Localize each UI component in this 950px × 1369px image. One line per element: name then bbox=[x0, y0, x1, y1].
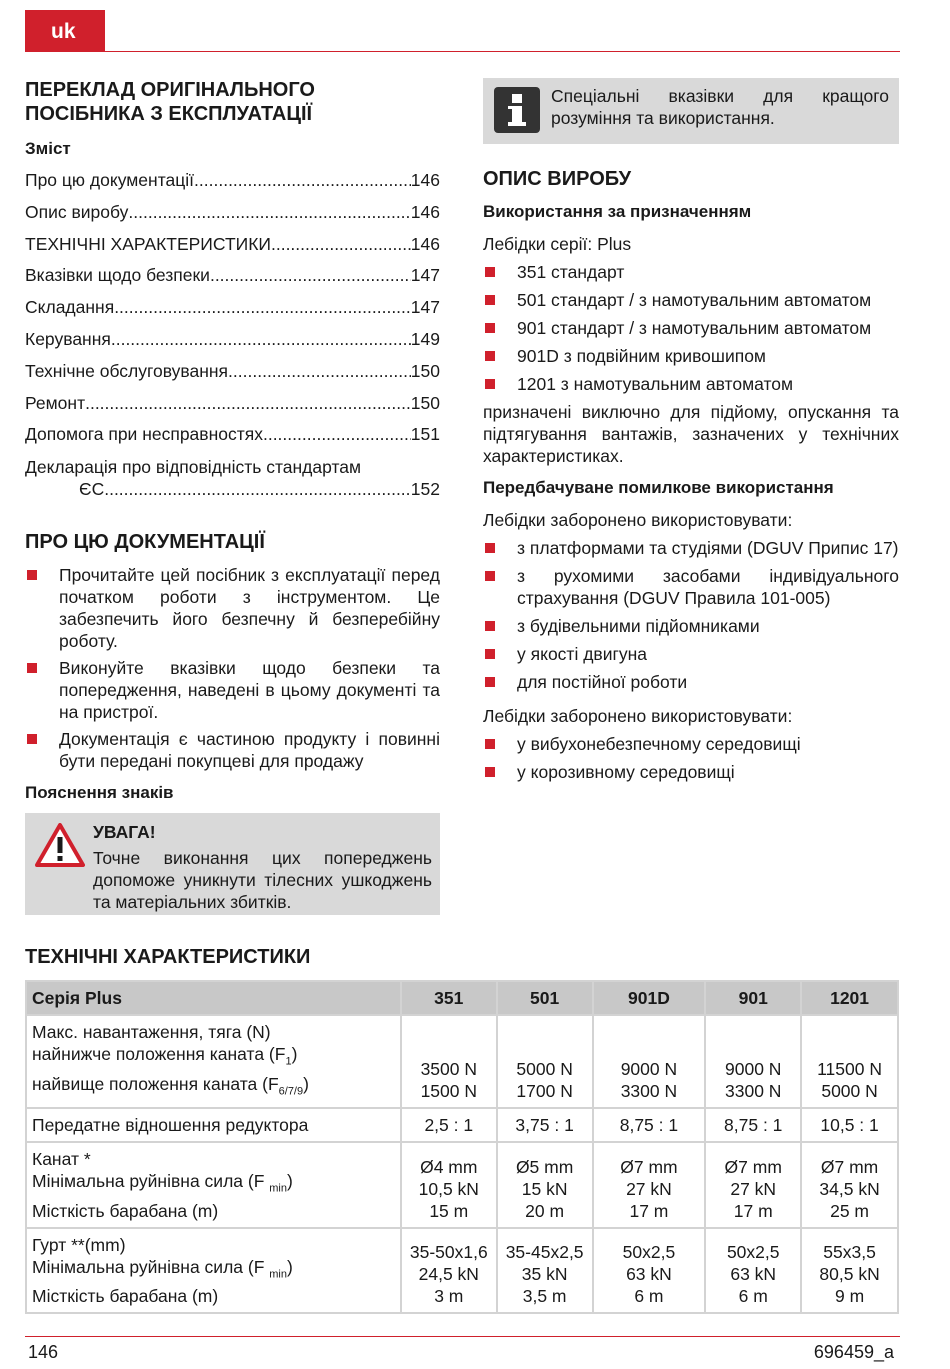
list-item: Документація є частиною продукту і повинні бути передані покупцеві для продажу bbox=[25, 728, 440, 772]
toc-page: 151 bbox=[410, 424, 440, 445]
toc-leader bbox=[85, 393, 411, 414]
signs-heading: Пояснення знаків bbox=[25, 783, 174, 803]
document-title bbox=[25, 78, 440, 126]
column-header: 1201 bbox=[801, 981, 898, 1015]
toc-entry[interactable] bbox=[25, 234, 440, 266]
toc-entry[interactable] bbox=[25, 297, 440, 329]
toc-entry[interactable] bbox=[25, 424, 440, 456]
table-cell: Ø7 mm 27 kN 17 m bbox=[593, 1142, 706, 1228]
table-row bbox=[26, 1142, 898, 1228]
document-code: 696459_a bbox=[813, 1342, 894, 1362]
column-header: 501 bbox=[497, 981, 593, 1015]
table-of-contents bbox=[25, 170, 440, 500]
list-item: Виконуйте вказівки щодо безпеки та попередження, наведені в цьому документі та на пристрої. bbox=[25, 657, 440, 723]
left-column bbox=[25, 78, 440, 915]
list-item: для постійної роботи bbox=[483, 671, 899, 699]
table-cell: 50x2,5 63 kN 6 m bbox=[705, 1228, 801, 1314]
language-code: uk bbox=[51, 20, 76, 43]
list-item: у якості двигуна bbox=[483, 643, 899, 671]
toc-page: 150 bbox=[410, 360, 440, 381]
toc-leader bbox=[271, 234, 411, 255]
toc-page: 146 bbox=[410, 170, 440, 190]
table-header-row bbox=[26, 981, 898, 1015]
forbidden-intro: Лебідки заборонено використовувати: bbox=[483, 706, 793, 726]
list-item: з платформами та студіями (DGUV Припис 17) bbox=[483, 537, 899, 559]
list-item: 901 стандарт / з намотувальним автоматом bbox=[483, 317, 899, 345]
toc-entry[interactable] bbox=[25, 361, 440, 393]
forbidden-list-1 bbox=[483, 537, 899, 699]
table-cell: 55x3,5 80,5 kN 9 m bbox=[801, 1228, 898, 1314]
table-cell: Ø7 mm 34,5 kN 25 m bbox=[801, 1142, 898, 1228]
warning-triangle-icon bbox=[35, 823, 85, 867]
toc-leader bbox=[210, 265, 411, 286]
column-header: 901 bbox=[705, 981, 801, 1015]
toc-page: 146 bbox=[410, 201, 440, 222]
table-cell: 11500 N 5000 N bbox=[801, 1015, 898, 1108]
table-cell: 2,5 : 1 bbox=[401, 1108, 497, 1142]
table-cell: 35-45x2,5 35 kN 3,5 m bbox=[497, 1228, 593, 1314]
specs-heading: ТЕХНІЧНІ ХАРАКТЕРИСТИКИ bbox=[25, 946, 311, 968]
toc-title: Допомога при несправностях bbox=[25, 424, 263, 445]
documentation-list bbox=[25, 564, 440, 772]
row-label: Передатне відношення редуктора bbox=[26, 1108, 401, 1142]
table-cell: 9000 N 3300 N bbox=[705, 1015, 801, 1108]
list-item: Прочитайте цей посібник з експлуатації перед початком роботи з інструментом. Це забезпечить його безпечну й безперебійну роботу. bbox=[25, 564, 440, 652]
table-cell: 3500 N 1500 N bbox=[401, 1015, 497, 1108]
bottom-rule bbox=[25, 1336, 900, 1337]
table-cell: 10,5 : 1 bbox=[801, 1108, 898, 1142]
list-item: 351 стандарт bbox=[483, 261, 899, 289]
table-row bbox=[26, 1228, 898, 1314]
table-cell: Ø4 mm 10,5 kN 15 m bbox=[401, 1142, 497, 1228]
table-cell: 9000 N 3300 N bbox=[593, 1015, 706, 1108]
toc-entry[interactable] bbox=[25, 265, 440, 297]
column-header: 351 bbox=[401, 981, 497, 1015]
toc-entry[interactable] bbox=[25, 456, 440, 500]
table-cell: 8,75 : 1 bbox=[593, 1108, 706, 1142]
info-box bbox=[483, 78, 899, 144]
right-column bbox=[483, 78, 899, 789]
intended-use-heading: Використання за призначенням bbox=[483, 202, 752, 221]
toc-page: 152 bbox=[410, 479, 440, 500]
list-item: у вибухонебезпечному середовищі bbox=[483, 733, 899, 761]
table-cell: 50x2,5 63 kN 6 m bbox=[593, 1228, 706, 1314]
table-cell: Ø7 mm 27 kN 17 m bbox=[705, 1142, 801, 1228]
toc-title: Опис виробу bbox=[25, 201, 129, 222]
series-line: Лебідки серії: Plus bbox=[483, 234, 632, 254]
toc-title: Ремонт bbox=[25, 392, 86, 413]
table-cell: 8,75 : 1 bbox=[705, 1108, 801, 1142]
toc-heading: Зміст bbox=[25, 139, 71, 158]
list-item: з рухомими засобами індивідуального страхування (DGUV Правила 101-005) bbox=[483, 565, 899, 609]
toc-title: Складання bbox=[25, 297, 115, 318]
column-header: 901D bbox=[593, 981, 706, 1015]
warning-text: Точне виконання цих попереджень допоможе уникнути тілесних ушкоджень та матеріальних збитків. bbox=[93, 848, 432, 913]
toc-leader bbox=[194, 170, 411, 191]
table-row bbox=[26, 1015, 898, 1108]
toc-entry[interactable] bbox=[25, 393, 440, 425]
forbidden-intro: Лебідки заборонено використовувати: bbox=[483, 510, 793, 530]
toc-title: Керування bbox=[25, 328, 111, 349]
row-label: Гурт **(mm) Мінімальна руйнівна сила (F $_{min}$) Місткість барабана (m) bbox=[26, 1228, 401, 1314]
toc-page: 149 bbox=[410, 328, 440, 349]
table-cell: Ø5 mm 15 kN 20 m bbox=[497, 1142, 593, 1228]
toc-title: Декларація про відповідність стандартам bbox=[25, 457, 362, 478]
toc-leader bbox=[111, 329, 411, 350]
top-rule bbox=[25, 51, 900, 52]
table-cell: 5000 N 1700 N bbox=[497, 1015, 593, 1108]
toc-leader bbox=[263, 424, 411, 445]
toc-title: ТЕХНІЧНІ ХАРАКТЕРИСТИКИ bbox=[25, 233, 271, 254]
info-text: Спеціальні вказівки для кращого розуміння та використання. bbox=[551, 86, 889, 128]
row-label: Макс. навантаження, тяга (N) найнижче положення каната $(F_1)$ найвище положення каната $(F_{6/7/9})$ bbox=[26, 1015, 401, 1108]
misuse-heading: Передбачуване помилкове використання bbox=[483, 478, 834, 497]
document-title-line1: ПЕРЕКЛАД ОРИГІНАЛЬНОГО bbox=[25, 79, 315, 101]
section-heading-documentation: ПРО ЦЮ ДОКУМЕНТАЦІЇ bbox=[25, 531, 265, 554]
row-label: Канат * Мінімальна руйнівна сила (F $_{min}$) Місткість барабана (m) bbox=[26, 1142, 401, 1228]
toc-title: Технічне обслуговування bbox=[25, 360, 229, 381]
forbidden-list-2 bbox=[483, 733, 899, 789]
info-icon bbox=[494, 87, 540, 133]
toc-leader bbox=[228, 361, 411, 382]
list-item: у корозивному середовищі bbox=[483, 761, 899, 789]
section-heading-product: ОПИС ВИРОБУ bbox=[483, 168, 632, 190]
toc-leader bbox=[104, 478, 411, 500]
toc-title: Вказівки щодо безпеки bbox=[25, 265, 210, 286]
intended-use-text: призначені виключно для підйому, опускання та підтягування вантажів, зазначених у технічних характеристиках. bbox=[483, 402, 899, 466]
toc-leader bbox=[114, 297, 411, 318]
column-header: Серія Plus bbox=[26, 981, 401, 1015]
table-cell: 3,75 : 1 bbox=[497, 1108, 593, 1142]
toc-leader bbox=[128, 202, 410, 223]
document-title-line2: ПОСІБНИКА З ЕКСПЛУАТАЦІЇ bbox=[25, 103, 313, 125]
warning-title: УВАГА! bbox=[93, 822, 156, 843]
toc-page: 146 bbox=[410, 233, 440, 254]
toc-entry[interactable] bbox=[25, 329, 440, 361]
table-cell: 35-50x1,6 24,5 kN 3 m bbox=[401, 1228, 497, 1314]
toc-title: Про цю документації bbox=[25, 170, 195, 190]
toc-page: 147 bbox=[410, 265, 440, 286]
toc-page: 150 bbox=[410, 392, 440, 413]
list-item: 501 стандарт / з намотувальним автоматом bbox=[483, 289, 899, 317]
toc-entry[interactable] bbox=[25, 170, 440, 202]
toc-page: 147 bbox=[410, 297, 440, 318]
list-item: з будівельними підйомниками bbox=[483, 615, 899, 643]
list-item: 901D з подвійним кривошипом bbox=[483, 345, 899, 373]
table-row bbox=[26, 1108, 898, 1142]
warning-box bbox=[25, 813, 440, 915]
toc-title-cont: ЄС bbox=[79, 479, 105, 500]
page-number: 146 bbox=[28, 1342, 59, 1362]
language-tab bbox=[25, 10, 105, 52]
specs-table bbox=[25, 980, 899, 1314]
models-list bbox=[483, 261, 899, 401]
list-item: 1201 з намотувальним автоматом bbox=[483, 373, 899, 401]
toc-entry[interactable] bbox=[25, 202, 440, 234]
